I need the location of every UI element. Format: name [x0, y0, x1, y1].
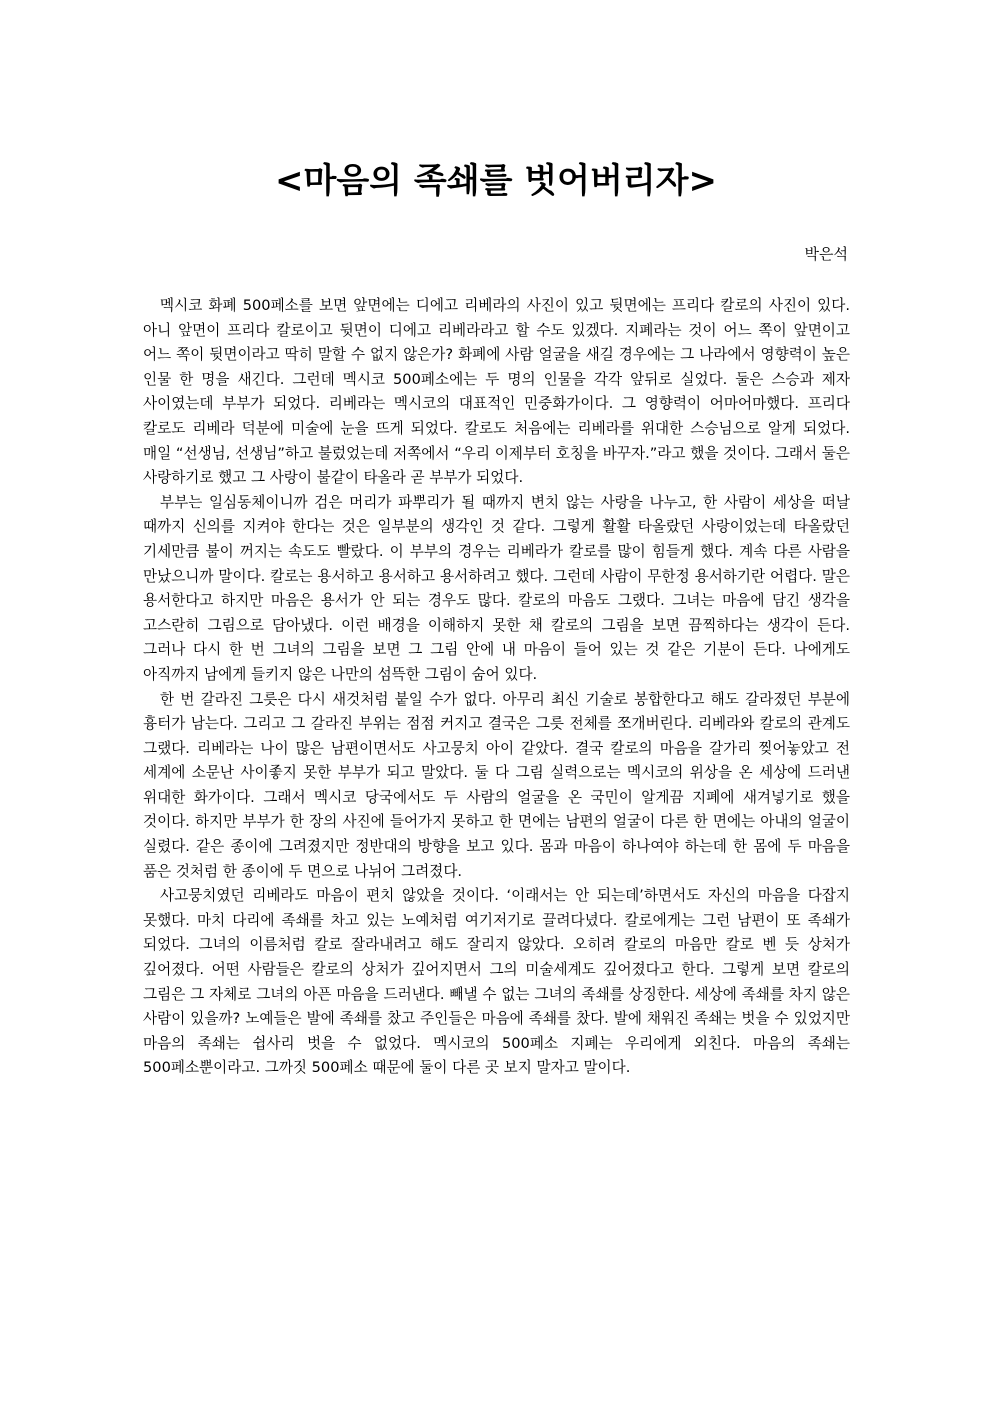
document-body — [143, 294, 850, 1081]
document-title: <마음의 족쇄를 벗어버리자> — [275, 161, 717, 201]
paragraph-1: 멕시코 화폐 500페소를 보면 앞면에는 디에고 리베라의 사진이 있고 뒷면에는 프리다 칼로의 사진이 있다. 아니 앞면이 프리다 칼로이고 뒷면이 디에고 리베라라고 할 수도 있겠다. 지폐라는 것이 어느 쪽이 앞면이고 어느 쪽이 뒷면이라고 딱히 말할 수 없지 않은가? 화폐에 사람 얼굴을 새길 경우에는 그 나라에서 영향력이 높은 인물 한 명을 새긴다. 그런데 멕시코 500페소에는 두 명의 인물을 각각 앞뒤로 실었다. 둘은 스승과 제자 사이였는데 부부가 되었다. 리베라는 멕시코의 대표적인 민중화가이다. 그 영향력이 어마어마했다. 프리다 칼로도 리베라 덕분에 미술에 눈을 뜨게 되었다. 칼로도 처음에는 리베라를 위대한 스승님으로 알게 되었다. 매일 “선생님, 선생님”하고 불렀었는데 저쪽에서 “우리 이제부터 호칭을 바꾸자.”라고 했을 것이다. 그래서 둘은 사랑하기로 했고 그 사랑이 불같이 타올라 곧 부부가 되었다. — [143, 297, 850, 487]
paragraph-3: 한 번 갈라진 그릇은 다시 새것처럼 붙일 수가 없다. 아무리 최신 기술로 봉합한다고 해도 갈라졌던 부분에 흉터가 남는다. 그리고 그 갈라진 부위는 점점 커지고 결국은 그릇 전체를 쪼개버린다. 리베라와 칼로의 관계도 그랬다. 리베라는 나이 많은 남편이면서도 사고뭉치 아이 같았다. 결국 칼로의 마음을 갈가리 찢어놓았고 전 세계에 소문난 사이좋지 못한 부부가 되고 말았다. 둘 다 그림 실력으로는 멕시코의 위상을 온 세상에 드러낸 위대한 화가이다. 그래서 멕시코 당국에서도 두 사람의 얼굴을 온 국민이 알게끔 지폐에 새겨넣기로 했을 것이다. 하지만 부부가 한 장의 사진에 들어가지 못하고 한 면에는 남편의 얼굴이 다른 한 면에는 아내의 얼굴이 실렸다. 같은 종이에 그려졌지만 정반대의 방향을 보고 있다. 몸과 마음이 하나여야 하는데 한 몸에 두 마음을 품은 것처럼 한 종이에 두 면으로 나뉘어 그려졌다. — [143, 690, 850, 880]
author-name: 박은석 — [804, 245, 848, 263]
paragraph-2: 부부는 일심동체이니까 검은 머리가 파뿌리가 될 때까지 변치 않는 사랑을 나누고, 한 사람이 세상을 떠날 때까지 신의를 지켜야 한다는 것은 일부분의 생각인 것 같다. 그렇게 활활 타올랐던 사랑이었는데 타올랐던 기세만큼 불이 꺼지는 속도도 빨랐다. 이 부부의 경우는 리베라가 칼로를 많이 힘들게 했다. 계속 다른 사람을 만났으니까 말이다. 칼로는 용서하고 용서하고 용서하려고 했다. 그런데 사람이 무한정 용서하기란 어렵다. 말은 용서한다고 하지만 마음은 용서가 안 되는 경우도 많다. 칼로의 마음도 그랬다. 그녀는 마음에 담긴 생각을 고스란히 그림으로 담아냈다. 이런 배경을 이해하지 못한 채 칼로의 그림을 보면 끔찍하다는 생각이 든다. 그러나 다시 한 번 그녀의 그림을 보면 그 그림 안에 내 마음이 들어 있는 것 같은 기분이 든다. 나에게도 아직까지 남에게 들키지 않은 나만의 섬뜩한 그림이 숨어 있다. — [143, 493, 850, 683]
paragraph-4: 사고뭉치였던 리베라도 마음이 편치 않았을 것이다. ‘이래서는 안 되는데’하면서도 자신의 마음을 다잡지 못했다. 마치 다리에 족쇄를 차고 있는 노예처럼 여기저기로 끌려다녔다. 칼로에게는 그런 남편이 또 족쇄가 되었다. 그녀의 이름처럼 칼로 잘라내려고 해도 잘리지 않았다. 오히려 칼로의 마음만 칼로 벤 듯 상처가 깊어졌다. 어떤 사람들은 칼로의 상처가 깊어지면서 그의 미술세계도 깊어졌다고 한다. 그렇게 보면 칼로의 그림은 그 자체로 그녀의 아픈 마음을 드러낸다. 빼낼 수 없는 그녀의 족쇄를 상징한다. 세상에 족쇄를 차지 않은 사람이 있을까? 노예들은 발에 족쇄를 찼고 주인들은 마음에 족쇄를 찼다. 발에 채워진 족쇄는 벗을 수 있었지만 마음의 족쇄는 쉽사리 벗을 수 없었다. 멕시코의 500페소 지폐는 우리에게 외친다. 마음의 족쇄는 500페소뿐이라고. 그까짓 500페소 때문에 둘이 다른 곳 보지 말자고 말이다. — [143, 887, 850, 1077]
